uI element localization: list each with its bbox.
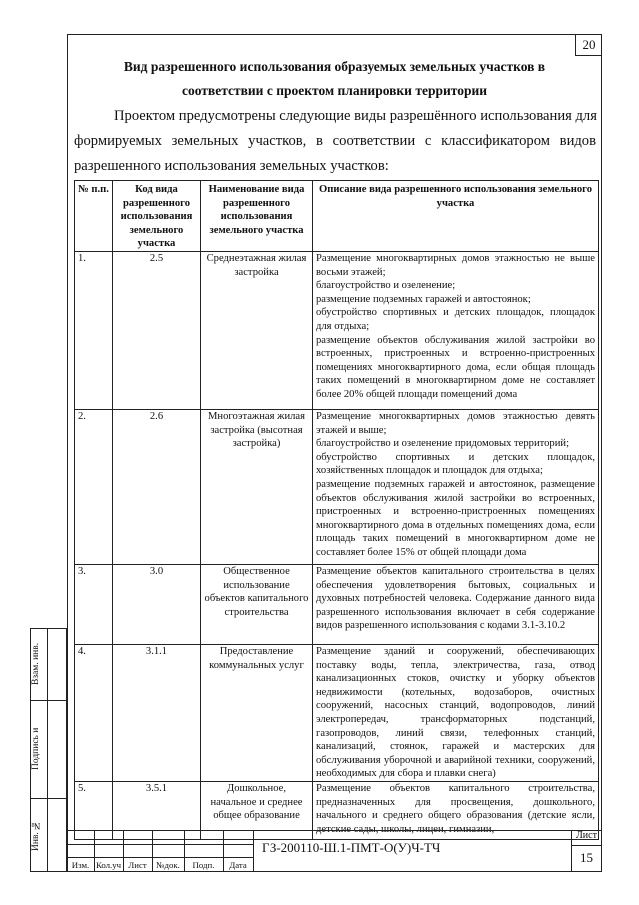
desc-line: Размещение объектов капитального строительства в целях обеспечения удовлетворения бытовых, социальных и духовных потребностей человека. Содержание данного вида разрешенного использования включает в себя содержание видов разрешенного использования с кодами 3.1-3.10.2 — [316, 565, 595, 632]
row-name: Предоставление коммунальных услуг — [201, 644, 313, 781]
desc-line: благоустройство и озеленение придомовых территорий; — [316, 438, 570, 450]
row-num: 5. — [75, 781, 113, 839]
row-code: 3.5.1 — [113, 781, 201, 839]
row-code: 3.1.1 — [113, 644, 201, 781]
intro-paragraph — [74, 104, 596, 179]
side-label-podpis: Подпись и — [31, 727, 41, 771]
desc-line: Размещение объектов капитального строительства, предназначенных для просвещения, дошкольного, начального и среднего общего образования (детские ясли, детские сады, школы, лицеи, гимназии, — [316, 782, 595, 835]
row-num: 4. — [75, 644, 113, 781]
row-name: Многоэтажная жилая застройка (высотная застройка) — [201, 409, 313, 564]
row-desc — [313, 644, 599, 781]
sheet-number: 15 — [580, 850, 593, 865]
row-code: 2.6 — [113, 409, 201, 564]
land-use-table — [74, 180, 599, 840]
row-num: 2. — [75, 409, 113, 564]
row-name: Дошкольное, начальное и среднее общее образование — [201, 781, 313, 839]
row-desc — [313, 251, 599, 409]
stamp-col-izm: Изм. — [71, 860, 90, 870]
document-code: ГЗ-200110-Ш.1-ПМТ-О(У)Ч-ТЧ — [262, 840, 441, 855]
row-name: Общественное использование объектов капитального строительства — [201, 564, 313, 644]
side-label-vzam: Взам. инв. — [31, 642, 41, 686]
side-strip-separator — [30, 700, 67, 701]
table-header-row — [75, 181, 599, 252]
desc-line: обустройство спортивных и детских площадок, площадок для отдыха; — [316, 307, 595, 332]
row-code: 2.5 — [113, 251, 201, 409]
intro-line-1: Проектом предусмотрены следующие виды разрешённого использования для — [114, 108, 597, 124]
row-code: 3.0 — [113, 564, 201, 644]
header-name: Наименование вида разрешенного использования земельного участка — [201, 181, 313, 252]
side-strip-separator — [30, 798, 67, 799]
row-num: 3. — [75, 564, 113, 644]
desc-line: обустройство спортивных и детских площадок, хозяйственных площадок и площадок для отдыха; — [316, 451, 595, 477]
title-line-1: Вид разрешенного использования образуемых земельных участков в — [123, 59, 546, 74]
stamp-col-data: Дата — [229, 860, 247, 870]
row-num: 1. — [75, 251, 113, 409]
desc-line: размещение подземных гаражей и автостоянок; — [316, 293, 531, 305]
desc-line: Размещение многоквартирных домов этажностью девять этажей и выше; — [316, 410, 595, 436]
desc-line: размещение объектов обслуживания жилой застройки во встроенных, пристроенных и встроенно-пристроенных помещениях многоквартирного дома, если общая площадь таких помещений в многоквартирном доме не составляет более 20% общей площади помещений дома — [316, 334, 595, 400]
table-row — [75, 564, 599, 644]
stamp-sheet-line — [571, 845, 602, 846]
stamp-col-kol: Кол.уч — [95, 860, 122, 870]
intro-line-3: разрешенного использования земельных участков: — [74, 158, 389, 174]
page-number: 20 — [575, 34, 602, 56]
title-line-2: соответствии с проектом планировки территории — [181, 83, 488, 98]
desc-line: благоустройство и озеленение; — [316, 280, 456, 292]
row-desc — [313, 409, 599, 564]
side-strip-divider — [47, 628, 48, 872]
side-label-inv: Инв. № — [31, 819, 41, 851]
stamp-col-ndok: №док. — [156, 860, 180, 870]
desc-line: размещение подземных гаражей и автостоянок, размещение объектов обслуживания жилой застройки во встроенных, пристроенных и встроенно-пристроенных помещениях многоквартирного дома в отдельных помещениях дома, если площадь таких помещений в многоквартирном доме не составляет более 15% от общей площади дома — [316, 478, 595, 558]
stamp-col-podp: Подп. — [192, 860, 215, 870]
header-num: № п.п. — [75, 181, 113, 252]
desc-line: Размещение зданий и сооружений, обеспечивающих поставку воды, тепла, электричества, газа, отвод канализационных стоков, очистку и уборку объектов недвижимости (котельных, водозаборов, очистных сооружений, насосных станций, водопроводов, линий электропередач, трансформаторных подстанций, газопроводов, линий связи, телефонных станций, канализаций, стоянок, гаражей и мастерских для обслуживания уборочной и аварийной техники, сооружений, необходимых для сбора и плавки снега) — [316, 645, 595, 780]
header-code: Код вида разрешенного использования земельного участка — [113, 181, 201, 252]
desc-line: Размещение многоквартирных домов этажностью не выше восьми этажей; — [316, 252, 595, 278]
stamp-col-line — [253, 830, 254, 872]
sheet-label: Лист — [576, 830, 597, 841]
header-desc: Описание вида разрешенного использования земельного участка — [313, 181, 599, 252]
table-row — [75, 644, 599, 781]
intro-line-2: формируемых земельных участков, в соответствии с классификатором видов — [74, 133, 596, 149]
stamp-top-line — [67, 830, 602, 831]
table-row — [75, 251, 599, 409]
row-desc — [313, 564, 599, 644]
table-row — [75, 409, 599, 564]
stamp-col-list: Лист — [128, 860, 147, 870]
row-name: Среднеэтажная жилая застройка — [201, 251, 313, 409]
